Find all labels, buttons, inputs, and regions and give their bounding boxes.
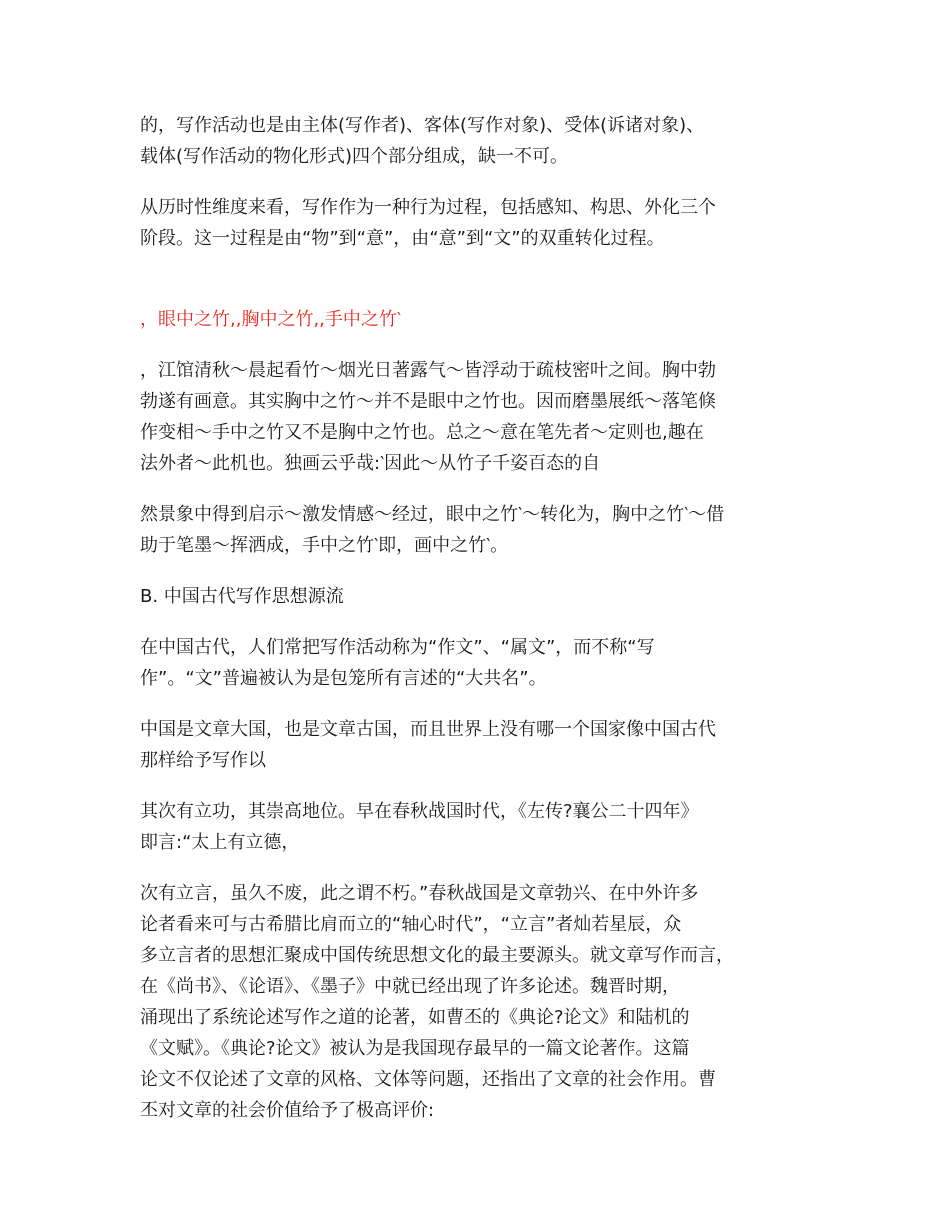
text-line: 《文赋》。《典论?论文》被认为是我国现存最早的一篇文论著作。这篇 (140, 1038, 690, 1059)
text-line: 作变相～手中之竹又不是胸中之竹也。总之～意在笔先者～定则也,趣在 (140, 422, 704, 443)
text-line: 多立言者的思想汇聚成中国传统思想文化的最主要源头。就文章写作而言， (140, 945, 734, 966)
document-page (140, 110, 830, 1126)
paragraph-ancient-terms (140, 632, 830, 694)
text-line: 载体(写作活动的物化形式)四个部分组成，缺一不可。 (140, 146, 569, 167)
text-line: 法外者～此机也。独画云乎哉:‵因此～从竹子千姿百态的自 (140, 453, 601, 474)
text-line: 的，写作活动也是由主体(写作者)、客体(写作对象)、受体(诉诸对象)、 (140, 115, 705, 136)
text-line: 在《尚书》、《论语》、《墨子》中就已经出现了许多论述。魏晋时期， (140, 976, 680, 997)
text-line: 助于笔墨～挥洒成，手中之竹‵即，画中之竹‵。 (140, 535, 509, 556)
text-line: 即言:“太上有立德， (140, 832, 300, 853)
text-line: 勃遂有画意。其实胸中之竹～并不是眼中之竹也。因而磨墨展纸～落笔倏 (140, 391, 716, 412)
paragraph-zuozhuan (140, 796, 830, 858)
text-line: ，眼中之竹,,胸中之竹,,手中之竹‵ (140, 309, 401, 330)
text-line: 然景象中得到启示～激发情感～经过，眼中之竹‵～转化为，胸中之竹‵～借 (140, 504, 725, 525)
paragraph-essay-nation (140, 714, 830, 776)
text-line: 其次有立功，其崇高地位。早在春秋战国时代，《左传?襄公二十四年》 (140, 801, 699, 822)
paragraph-immortality (140, 878, 830, 1126)
paragraph-diachronic-dimension (140, 192, 830, 254)
highlighted-bamboo-heading (140, 304, 830, 335)
paragraph-bamboo-quote (140, 355, 830, 479)
text-line: B. 中国古代写作思想源流 (140, 586, 344, 607)
text-line: 那样给予写作以 (140, 750, 266, 771)
text-line: 阶段。这一过程是由“物”到“意”，由“意”到“文”的双重转化过程。 (140, 228, 665, 249)
paragraph-writing-components (140, 110, 830, 172)
paragraph-bamboo-transformation (140, 499, 830, 561)
text-line: ，江馆清秋～晨起看竹～烟光日著露气～皆浮动于疏枝密叶之间。胸中勃 (140, 360, 716, 381)
text-line: 中国是文章大国，也是文章古国，而且世界上没有哪一个国家像中国古代 (140, 719, 716, 740)
text-line: 次有立言，虽久不废，此之谓不朽。”春秋战国是文章勃兴、在中外许多 (140, 883, 699, 904)
text-line: 从历时性维度来看，写作作为一种行为过程，包括感知、构思、外化三个 (140, 197, 716, 218)
text-line: 论者看来可与古希腊比肩而立的“轴心时代”，“立言”者灿若星辰，众 (140, 914, 682, 935)
text-line: 论文不仅论述了文章的风格、文体等问题，还指出了文章的社会作用。曹 (140, 1069, 716, 1090)
text-line: 在中国古代，人们常把写作活动称为“作文”、“属文”，而不称“写 (140, 637, 655, 658)
text-line: 作”。“文”普遍被认为是包笼所有言述的“大共名”。 (140, 668, 547, 689)
section-heading (140, 581, 830, 612)
text-line: 涌现出了系统论述写作之道的论著，如曹丕的《典论?论文》和陆机的 (140, 1007, 690, 1028)
text-line: 丕对文章的社会价值给予了极高评价: (140, 1100, 435, 1121)
